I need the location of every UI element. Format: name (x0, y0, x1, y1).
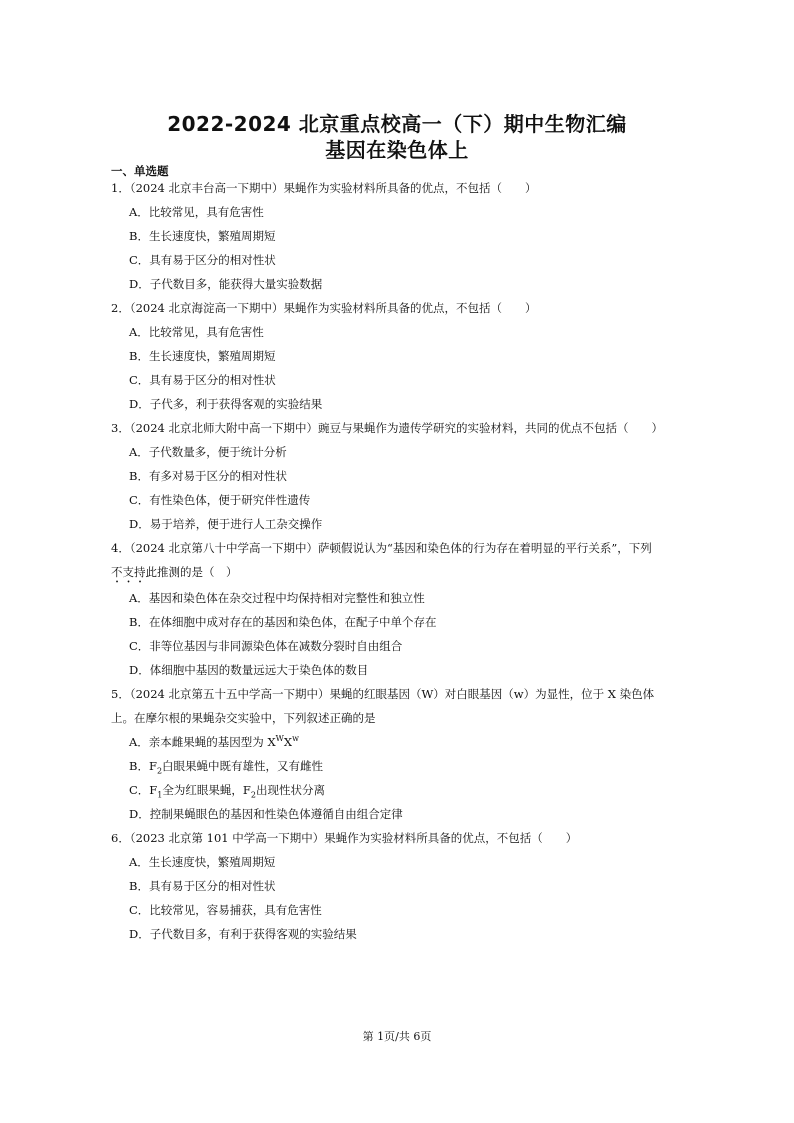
option-b: B．生长速度快，繁殖周期短 (129, 229, 276, 243)
option-c (129, 778, 691, 802)
option-text: 全为红眼果蝇，F (162, 783, 251, 797)
question-6 (111, 826, 691, 946)
question-3 (111, 416, 691, 536)
option-a: A．比较常见，具有危害性 (129, 325, 264, 339)
option-c: C．有性染色体，便于研究伴性遗传 (129, 493, 311, 507)
document-subtitle: 基因在染色体上 (325, 138, 469, 162)
option-c: C．具有易于区分的相对性状 (129, 253, 276, 267)
option-d: D．体细胞中基因的数量远远大于染色体的数目 (129, 663, 369, 677)
option-d: D．控制果蝇眼色的基因和性染色体遵循自由组合定律 (129, 807, 403, 821)
option-b: B．在体细胞中成对存在的基因和染色体，在配子中单个存在 (129, 615, 437, 629)
section-heading: 一、单选题 (111, 164, 169, 178)
subscript: 1 (157, 790, 163, 800)
emphasized-text: 不支持 (111, 565, 146, 579)
question-stem-continued (111, 560, 691, 586)
question-stem: 6．（2023 北京第 101 中学高一下期中）果蝇作为实验材料所具备的优点，不包括（ ） (111, 831, 578, 845)
option-b: B．具有易于区分的相对性状 (129, 879, 276, 893)
document-title: 2022-2024 北京重点校高一（下）期中生物汇编 (167, 112, 627, 136)
option-text: 白眼果蝇中既有雄性，又有雌性 (162, 759, 324, 773)
option-b: B．有多对易于区分的相对性状 (129, 469, 287, 483)
question-1 (111, 176, 691, 296)
question-stem: 1．（2024 北京丰台高一下期中）果蝇作为实验材料所具备的优点，不包括（ ） (111, 181, 537, 195)
option-c: C．比较常见，容易捕获，具有危害性 (129, 903, 322, 917)
question-2 (111, 296, 691, 416)
option-text: A．亲本雌果蝇的基因型为 X (129, 735, 276, 749)
question-list (111, 176, 691, 946)
option-text: 出现性状分离 (255, 783, 325, 797)
option-a: A．比较常见，具有危害性 (129, 205, 264, 219)
option-a: A．生长速度快，繁殖周期短 (129, 855, 276, 869)
option-text: X (283, 735, 293, 749)
option-text: C．F (129, 783, 158, 797)
superscript: w (292, 734, 299, 744)
question-stem: 3．（2024 北京北师大附中高一下期中）豌豆与果蝇作为遗传学研究的实验材料，共同的优点不包括（ ） (111, 421, 663, 435)
subscript: 2 (250, 790, 256, 800)
option-a (129, 730, 691, 754)
option-d: D．子代多，利于获得客观的实验结果 (129, 397, 323, 411)
question-stem-continued: 上。在摩尔根的果蝇杂交实验中，下列叙述正确的是 (111, 711, 376, 725)
option-c: C．具有易于区分的相对性状 (129, 373, 276, 387)
option-text: B．F (129, 759, 157, 773)
stem-text: 此推测的是（ ） (145, 565, 238, 579)
superscript: W (275, 734, 284, 744)
question-stem: 4．（2024 北京第八十中学高一下期中）萨顿假说认为“基因和染色体的行为存在着明显的平行关系”，下列 (111, 541, 652, 555)
question-stem: 5．（2024 北京第五十五中学高一下期中）果蝇的红眼基因（W）对白眼基因（w）为显性，位于 X 染色体 (111, 687, 655, 701)
question-stem: 2．（2024 北京海淀高一下期中）果蝇作为实验材料所具备的优点，不包括（ ） (111, 301, 537, 315)
subscript: 2 (156, 766, 163, 776)
option-d: D．子代数目多，有利于获得客观的实验结果 (129, 927, 357, 941)
question-4 (111, 536, 691, 682)
option-b: B．生长速度快，繁殖周期短 (129, 349, 276, 363)
option-c: C．非等位基因与非同源染色体在减数分裂时自由组合 (129, 639, 403, 653)
page-number: 第 1页/共 6页 (362, 1030, 432, 1043)
option-a: A．子代数量多，便于统计分析 (129, 445, 287, 459)
option-d: D．子代数目多，能获得大量实验数据 (129, 277, 323, 291)
option-d: D．易于培养，便于进行人工杂交操作 (129, 517, 323, 531)
question-5 (111, 682, 691, 826)
option-a: A．基因和染色体在杂交过程中均保持相对完整性和独立性 (129, 591, 425, 605)
option-b (129, 754, 691, 778)
